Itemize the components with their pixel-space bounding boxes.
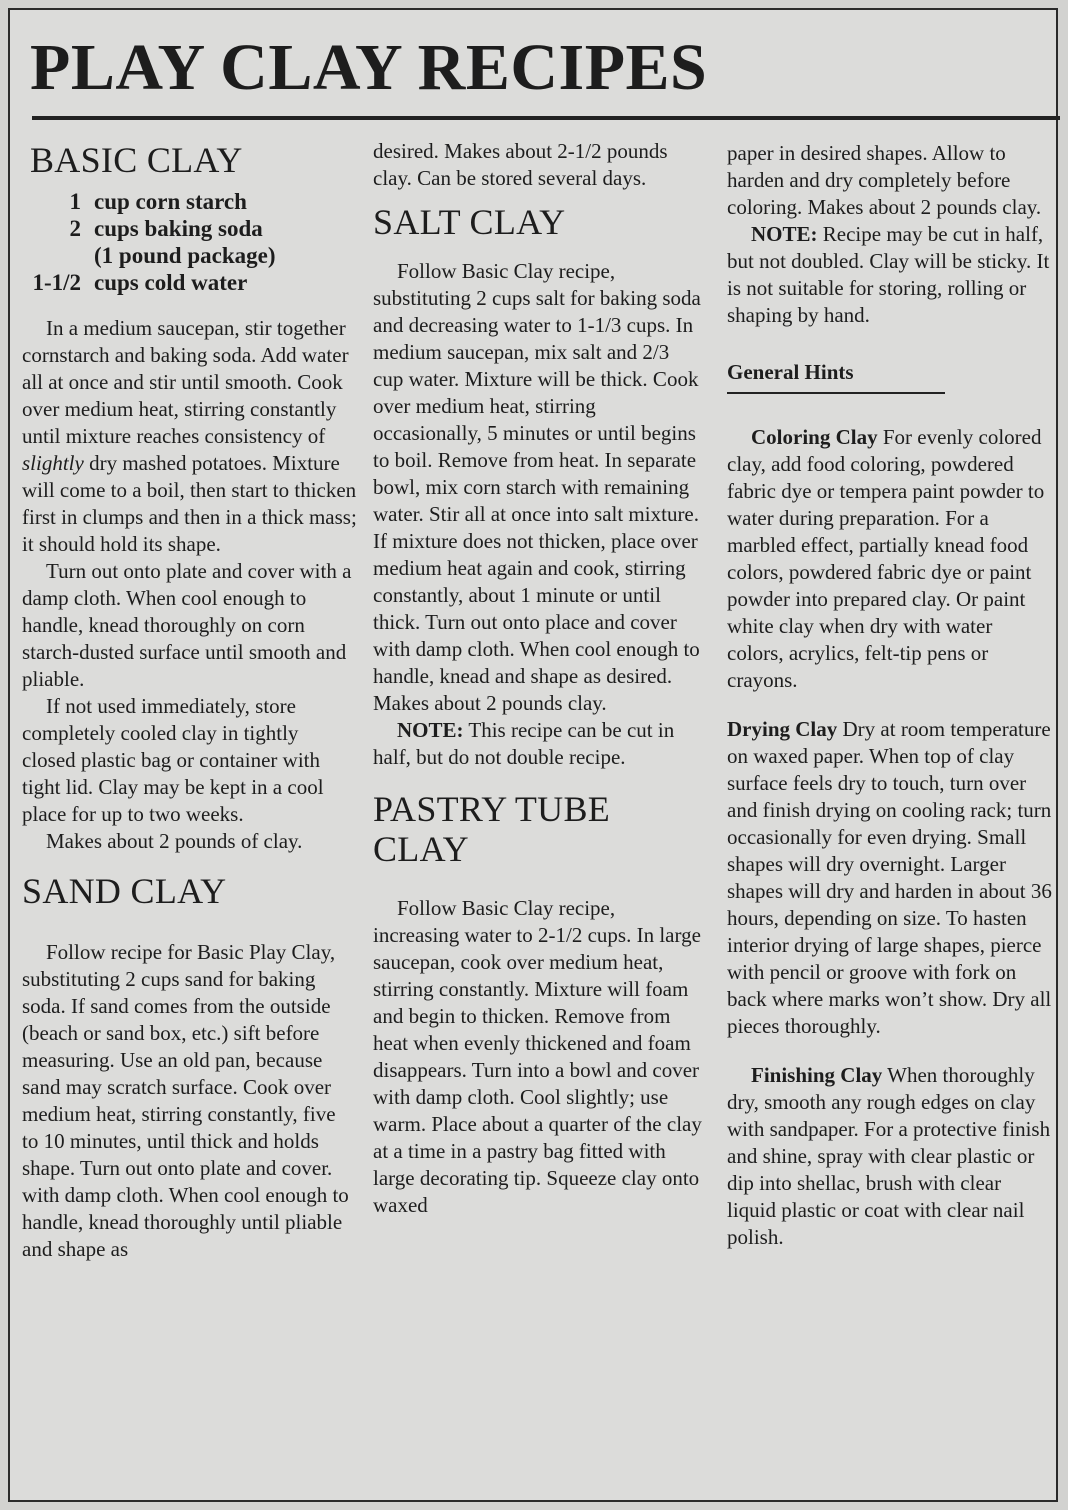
salt-clay-paragraph: Follow Basic Clay recipe, substituting 2 cups salt for baking soda and decreasing water to 1-1/3 cups. In medium saucepan, mix salt and 2/3 cup water. Mixture will be thick. Cook over medium heat, stirring occasionally, 5 minutes or until begins to boil. Remove from heat. In separate bowl, mix corn starch with remaining water. Stir all at once into salt mixture. If mixture does not thicken, place over medium heat again and cook, stirring constantly, about 1 minute or until thick. Turn out onto place and cover with damp cloth. When cool enough to handle, knead and shape as desired. Makes about 2 pounds clay.	[373, 259, 701, 715]
note-text: This recipe can be cut in half, but do not double recipe.	[373, 718, 675, 769]
sand-clay-heading: SAND CLAY	[22, 871, 227, 911]
hint-text: When thoroughly dry, smooth any rough edges on clay with sandpaper. For a protective finish and shine, spray with clear plastic or dip into shellac, brush with clear liquid plastic or coat with clear nail polish.	[727, 1063, 1051, 1249]
general-hints-heading: General Hints	[727, 360, 854, 384]
drying-clay-hint	[727, 716, 1052, 1040]
basic-clay-text: dry mashed potatoes. Mixture will come to a boil, then start to thicken first in clumps and then in a thick mass; it should hold its shape.	[22, 451, 357, 556]
sand-clay-paragraph: Follow recipe for Basic Play Clay, substituting 2 cups sand for baking soda. If sand comes from the outside (beach or sand box, etc.) sift before measuring. Use an old pan, because sand may scratch surface. Cook over medium heat, stirring constantly, five to 10 minutes, until thick and holds shape. Turn out onto plate and cover. with damp cloth. When cool enough to handle, knead thoroughly until pliable and shape as	[22, 940, 349, 1261]
column-2	[373, 138, 703, 1219]
basic-clay-ingredients	[22, 188, 357, 296]
page-title: PLAY CLAY RECIPES	[30, 31, 708, 104]
general-hints-divider	[727, 392, 945, 394]
general-hints-header	[727, 359, 1052, 394]
finishing-clay-hint	[727, 1062, 1052, 1251]
coloring-clay-hint	[727, 424, 1052, 694]
basic-clay-yield: Makes about 2 pounds of clay.	[46, 829, 303, 853]
column-1	[22, 120, 357, 1263]
ingredient-row	[22, 215, 357, 242]
basic-clay-heading: BASIC CLAY	[30, 140, 243, 180]
basic-clay-paragraph: If not used immediately, store completely cooled clay in tightly closed plastic bag or container with tight lid. Clay may be kept in a cool place for up to two weeks.	[22, 694, 324, 826]
note-label: NOTE:	[397, 718, 464, 742]
ingredient-qty: 1	[69, 189, 81, 214]
column-3	[727, 140, 1052, 1251]
hint-text: Dry at room temperature on waxed paper. When top of clay surface feels dry to touch, turn over and finish drying on cooling rack; turn occasionally for even drying. Small shapes will dry overnight. Larger shapes will dry and harden in about 36 hours, depending on size. To hasten interior drying of large shapes, pierce with pencil or groove with fork on back where marks won’t show. Dry all pieces thoroughly.	[727, 717, 1052, 1038]
salt-clay-note	[373, 717, 703, 771]
ingredient-item: cup corn starch	[94, 189, 247, 214]
note-label: NOTE:	[751, 222, 818, 246]
emphasis-text: slightly	[22, 451, 84, 475]
basic-clay-text: In a medium saucepan, stir together cornstarch and baking soda. Add water all at once and stir until smooth. Cook over medium heat, stirring constantly until mixture reaches consistency of	[22, 316, 349, 448]
ingredient-item: cups cold water	[94, 270, 248, 295]
ingredient-item: (1 pound package)	[94, 243, 276, 268]
pastry-tube-clay-heading: PASTRY TUBE CLAY	[373, 789, 611, 869]
hint-label: Drying Clay	[727, 717, 838, 741]
ingredient-row	[22, 269, 357, 296]
pastry-tube-clay-note	[727, 221, 1052, 329]
note-text: Recipe may be cut in half, but not doubled. Clay will be sticky. It is not suitable for storing, rolling or shaping by hand.	[727, 222, 1050, 327]
ingredient-row	[22, 242, 357, 269]
hint-label: Finishing Clay	[751, 1063, 883, 1087]
salt-clay-heading: SALT CLAY	[373, 202, 566, 242]
recipe-page	[8, 8, 1058, 1502]
basic-clay-paragraph: Turn out onto plate and cover with a damp cloth. When cool enough to handle, knead thoroughly on corn starch-dusted surface until smooth and pliable.	[22, 559, 352, 691]
ingredient-item: cups baking soda	[94, 216, 263, 241]
sand-clay-paragraph-continued: desired. Makes about 2-1/2 pounds clay. Can be stored several days.	[373, 139, 668, 190]
pastry-tube-clay-paragraph: Follow Basic Clay recipe, increasing water to 2-1/2 cups. In large saucepan, cook over medium heat, stirring constantly. Mixture will foam and begin to thicken. Remove from heat when evenly thickened and foam disappears. Turn into a bowl and cover with damp cloth. Cool slightly; use warm. Place about a quarter of the clay at a time in a pastry bag fitted with large decorating tip. Squeeze clay onto waxed	[373, 896, 702, 1217]
ingredient-row	[22, 188, 357, 215]
hint-text: For evenly colored clay, add food coloring, powdered fabric dye or tempera paint powder to water during preparation. For a marbled effect, partially knead food colors, powdered fabric dye or paint powder into prepared clay. Or paint white clay when dry with water colors, acrylics, felt-tip pens or crayons.	[727, 425, 1045, 692]
pastry-tube-clay-paragraph-continued: paper in desired shapes. Allow to harden and dry completely before coloring. Makes about 2 pounds clay.	[727, 141, 1042, 219]
ingredient-qty	[22, 242, 94, 269]
ingredient-qty: 1-1/2	[32, 270, 81, 295]
hint-label: Coloring Clay	[751, 425, 878, 449]
basic-clay-paragraph	[22, 315, 357, 558]
ingredient-qty: 2	[69, 216, 81, 241]
